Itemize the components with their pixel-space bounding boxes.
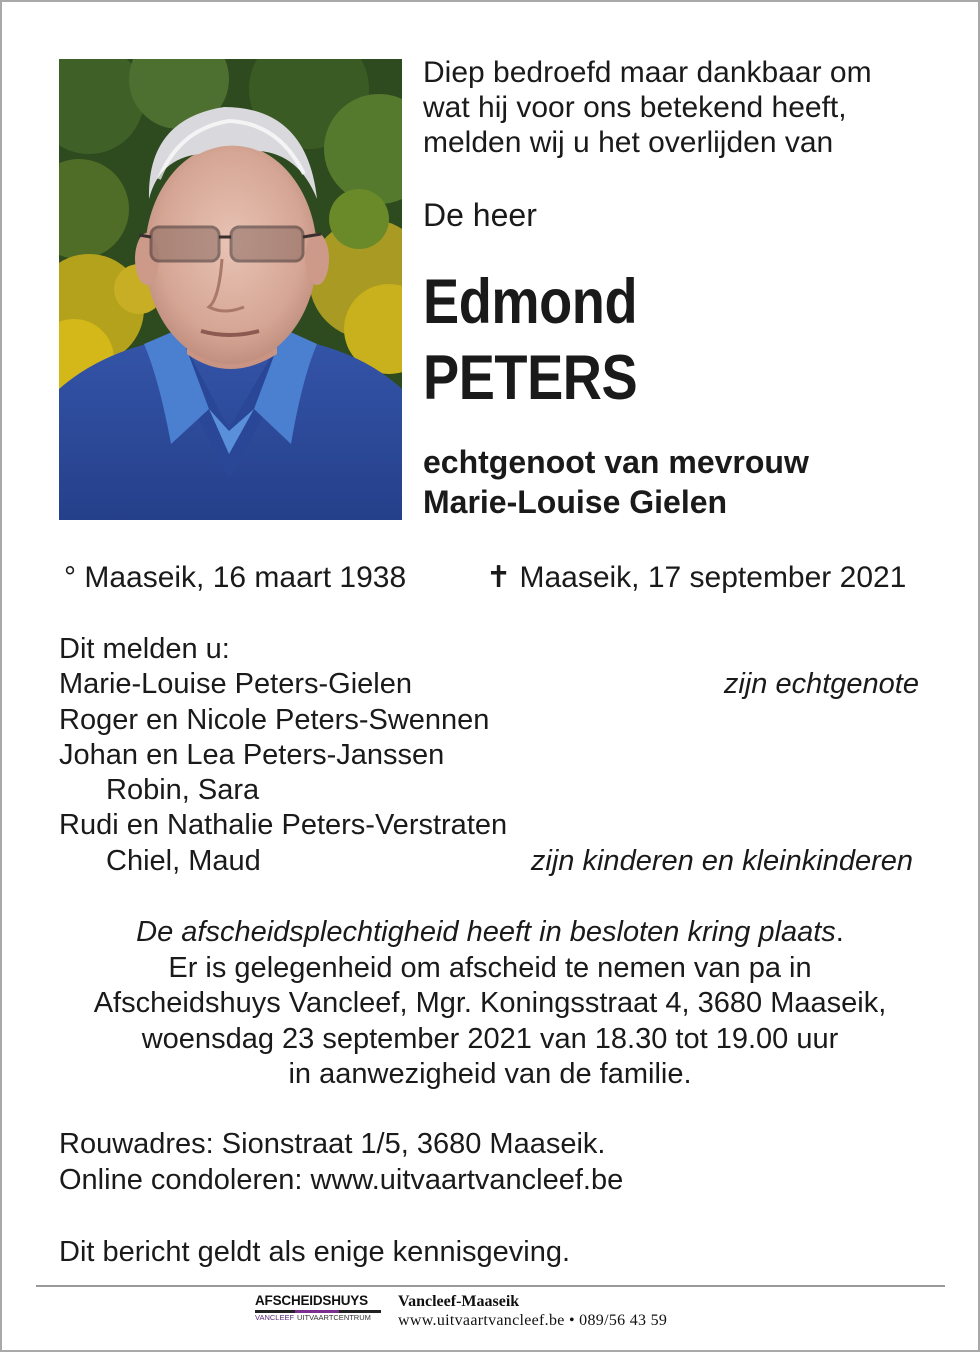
logo-subtitle-right: UITVAARTCENTRUM <box>297 1313 371 1322</box>
logo-title: AFSCHEIDSHUYS <box>255 1293 368 1308</box>
family-row <box>59 773 919 808</box>
ceremony-lead-text: De afscheidsplechtigheid heeft in besloten kring plaats <box>136 916 836 948</box>
ceremony-line: Er is gelegenheid om afscheid te nemen van pa in <box>168 951 812 984</box>
first-name: Edmond <box>423 267 638 337</box>
birth-date: ° Maaseik, 16 maart 1938 <box>64 561 407 594</box>
family-relation: zijn kinderen en kleinkinderen <box>530 844 913 877</box>
family-row <box>59 844 919 879</box>
ceremony-lead <box>40 915 940 951</box>
footer-contact <box>398 1292 667 1330</box>
spouse-line: echtgenoot van mevrouw <box>423 444 809 480</box>
footer-name: Vancleef-Maaseik <box>398 1293 520 1310</box>
logo-subtitle <box>255 1313 381 1323</box>
spouse-info <box>423 442 809 522</box>
portrait-photo <box>59 59 402 520</box>
footer-contact-line[interactable]: www.uitvaartvancleef.be • 089/56 43 59 <box>398 1312 668 1329</box>
notice-text: Dit bericht geldt als enige kennisgeving. <box>59 1236 571 1268</box>
deceased-name <box>423 264 637 416</box>
logo-subtitle-left: VANCLEEF <box>255 1313 295 1322</box>
intro-text <box>423 55 943 160</box>
salutation: De heer <box>423 197 537 233</box>
ceremony-info <box>40 915 940 1093</box>
ceremony-line: woensdag 23 september 2021 van 18.30 tot 19.00 uur <box>141 1022 839 1055</box>
family-row <box>59 703 919 738</box>
last-name: PETERS <box>423 343 638 413</box>
ceremony-line: Afscheidshuys Vancleef, Mgr. Koningsstraat 4, 3680 Maaseik, <box>93 987 887 1019</box>
family-relation: zijn echtgenote <box>723 668 919 701</box>
ceremony-lead-end: . <box>835 916 844 948</box>
spouse-line: Marie-Louise Gielen <box>423 484 728 520</box>
family-member: Roger en Nicole Peters-Swennen <box>59 703 490 736</box>
intro-line: melden wij u het overlijden van <box>423 126 834 159</box>
family-row <box>59 667 919 702</box>
funeral-home-logo <box>255 1293 381 1323</box>
family-member: Rudi en Nathalie Peters-Verstraten <box>59 809 508 842</box>
ceremony-line: in aanwezigheid van de familie. <box>288 1058 692 1090</box>
footer-divider <box>36 1285 945 1287</box>
family-row <box>59 738 919 773</box>
death-date: ✝ Maaseik, 17 september 2021 <box>486 561 907 594</box>
intro-line: wat hij voor ons betekend heeft, <box>423 91 847 124</box>
family-member: Chiel, Maud <box>106 844 261 877</box>
contact-info <box>59 1127 623 1198</box>
family-member: Johan en Lea Peters-Janssen <box>59 738 445 771</box>
family-row <box>59 808 919 843</box>
family-member: Robin, Sara <box>106 774 260 807</box>
intro-line: Diep bedroefd maar dankbaar om <box>423 56 872 89</box>
family-member: Marie-Louise Peters-Gielen <box>59 668 412 701</box>
family-list <box>59 632 919 879</box>
mourning-address: Rouwadres: Sionstraat 1/5, 3680 Maaseik. <box>59 1128 606 1160</box>
online-condolence[interactable]: Online condoleren: www.uitvaartvancleef.be <box>59 1163 624 1196</box>
family-heading <box>59 632 919 667</box>
family-heading-text: Dit melden u: <box>59 633 230 665</box>
